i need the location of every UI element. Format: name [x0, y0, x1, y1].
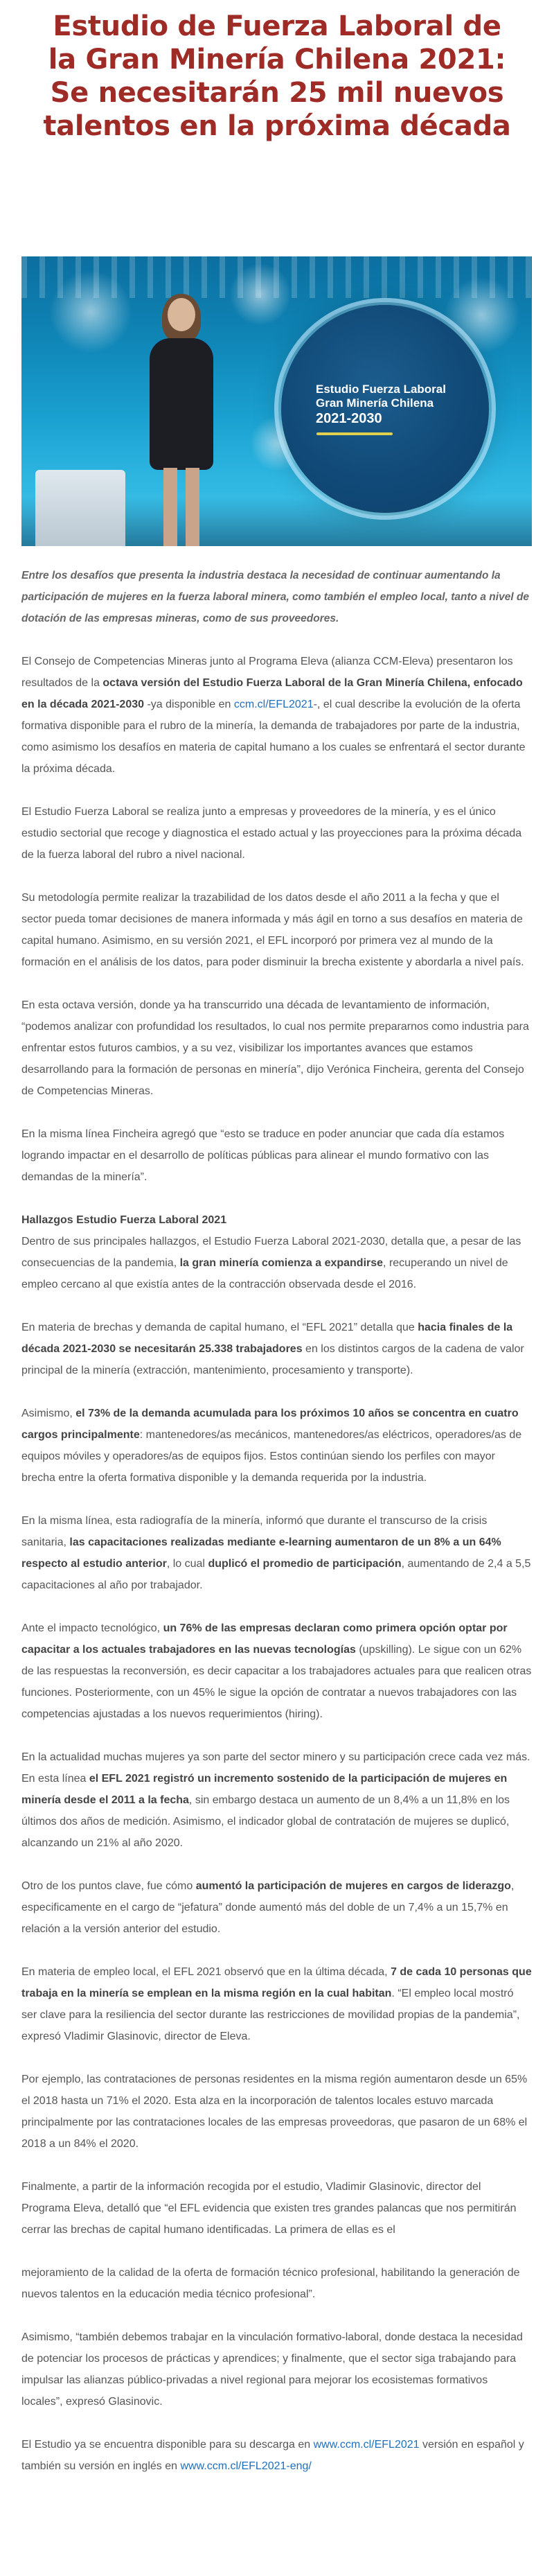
paragraph-15: Finalmente, a partir de la información recogida por el estudio, Vladimir Glasinovic, director del Programa Eleva, detalló que “el EFL evidencia que existen tres grandes palancas que nos permitirán cerrar las brechas de capital humano identificadas. La primera de ellas es el [21, 2181, 517, 2236]
paragraph-10: Ante el impacto tecnológico, un 76% de las empresas declaran como primera opción optar por capacitar a los actuales trabajadores en las nuevas tecnologías (upskilling). Le sigue con un 62% de las respuestas la reconversión, es decir capacitar a los trabajadores actuales para que realicen otras funciones. Posteriormente, con un 45% le sigue la opción de contratar a nuevos trabajadores con las competencias ajustadas a los nuevos requerimientos (hiring). [21, 1622, 532, 1720]
efl2021-english-link[interactable]: www.ccm.cl/EFL2021-eng/ [180, 2460, 312, 2472]
paragraph-5: En la misma línea Fincheira agregó que “esto se traduce en poder anunciar que cada día estamos logrando impactar en el desarrollo de políticas públicas para alinear el mundo formativo con las demandas de la minería”. [21, 1128, 505, 1183]
paragraph-14: Por ejemplo, las contrataciones de personas residentes en la misma región aumentaron desde un 65% el 2018 hasta un 71% el 2020. Esta alza en la incorporación de talentos locales estuvo marcada principalmente por las contrataciones locales de las empresas proveedoras, que pasaron de un 68% el 2018 a un 84% el 2020. [21, 2074, 528, 2150]
paragraph-11: En la actualidad muchas mujeres ya son parte del sector minero y su participación crece cada vez más. En esta línea el EFL 2021 registró un incremento sostenido de la participación de mujeres en minería desde el 2011 a la fecha, sin embargo destaca un aumento de un 8,4% a un 11,8% en los últimos dos años de medición. Asimismo, el indicador global de contratación de mujeres se duplicó, alcanzando un 21% al año 2020. [21, 1751, 530, 1849]
article-lead: Entre los desafíos que presenta la industria destaca la necesidad de continuar aumentando la participación de mujeres en la fuerza laboral minera, como también el empleo local, tanto a nivel de dotación de las empresas mineras, como de sus proveedores. [21, 570, 530, 624]
logo-line-1: Estudio Fuerza Laboral [316, 383, 446, 396]
podium [35, 470, 125, 546]
section-title: Hallazgos Estudio Fuerza Laboral 2021 [21, 1214, 227, 1226]
event-logo [281, 305, 489, 513]
paragraph-3: Su metodología permite realizar la trazabilidad de los datos desde el año 2011 a la fecha y que el sector pueda tomar decisiones de manera informada y más ágil en torno a sus desafíos en materia de capital humano. Asimismo, en su versión 2021, el EFL incorporó por primera vez al mundo de la formación en el análisis de los datos, para poder disminuir la brecha existente y abordarla a nivel país. [21, 892, 524, 968]
paragraph-8: Asimismo, el 73% de la demanda acumulada para los próximos 10 años se concentra en cuatro cargos principalmente: mantenedores/as mecánicos, mantenedores/as eléctricos, operadores/as de equipos móviles y operadores/as de equipos fijos. Estos continúan siendo los perfiles con mayor brecha entre la oferta formativa disponible y la demanda requerida por la industria. [21, 1408, 522, 1484]
logo-line-3: 2021-2030 [316, 411, 382, 426]
paragraph-6: Dentro de sus principales hallazgos, el Estudio Fuerza Laboral 2021-2030, detalla que, a pesar de las consecuencias de la pandemia, la gran minería comienza a expandirse, recuperando un nivel de empleo cercano al que existía antes de la contracción observada desde el 2016. [21, 1236, 521, 1290]
paragraph-2: El Estudio Fuerza Laboral se realiza junto a empresas y proveedores de la minería, y es el único estudio sectorial que recoge y diagnostica el estado actual y las proyecciones para la próxima década de la fuerza laboral del rubro a nivel nacional. [21, 806, 522, 861]
paragraph-13: En materia de empleo local, el EFL 2021 observó que en la última década, 7 de cada 10 personas que trabaja en la minería se emplean en la misma región en la cual habitan. “El empleo local mostró ser clave para la resiliencia del sector durante las restricciones de movilidad propias de la pandemia”, expresó Vladimir Glasinovic, director de Eleva. [21, 1966, 532, 2042]
article-page [0, 10, 554, 2472]
logo-line-2: Gran Minería Chilena [316, 396, 434, 410]
speaker-figure [143, 298, 219, 546]
paragraph-1: El Consejo de Competencias Mineras junto al Programa Eleva (alianza CCM-Eleva) presentaron los resultados de la octava versión del Estudio Fuerza Laboral de la Gran Minería Chilena, enfocado en la década 2021-2030 -ya disponible en ccm.cl/EFL2021-, el cual describe la evolución de la oferta formativa disponible para el rubro de la minería, la demanda de trabajadores por parte de la industria, como asimismo los desafíos en materia de capital humano a los cuales se enfrentará el sector durante la próxima década. [21, 656, 526, 775]
paragraph-4: En esta octava versión, donde ya ha transcurrido una década de levantamiento de información, “podemos analizar con profundidad los resultados, lo cual nos permite prepararnos como industria para enfrentar estos futuros cambios, y a su vez, visibilizar los importantes avances que estamos desarrollando para la formación de personas en minería”, dijo Verónica Fincheira, gerenta del Consejo de Competencias Mineras. [21, 999, 529, 1097]
efl2021-download-link[interactable]: www.ccm.cl/EFL2021 [313, 2439, 420, 2451]
hero-image [21, 256, 532, 546]
paragraph-18: El Estudio ya se encuentra disponible para su descarga en www.ccm.cl/EFL2021 versión en español y también su versión en inglés en www.ccm.cl/EFL2021-eng/ [21, 2439, 524, 2472]
paragraph-9: En la misma línea, esta radiografía de la minería, informó que durante el transcurso de la crisis sanitaria, las capacitaciones realizadas mediante e-learning aumentaron de un 8% a un 64% respecto al estudio anterior, lo cual duplicó el promedio de participación, aumentando de 2,4 a 5,5 capacitaciones al año por trabajador. [21, 1515, 531, 1591]
paragraph-16: mejoramiento de la calidad de la oferta de formación técnico profesional, habilitando la generación de nuevos talentos en la educación media técnico profesional”. [21, 2267, 520, 2300]
paragraph-7: En materia de brechas y demanda de capital humano, el “EFL 2021” detalla que hacia finales de la década 2021-2030 se necesitarán 25.338 trabajadores en los distintos cargos de la cadena de valor principal de la minería (extracción, mantenimiento, procesamiento y transporte). [21, 1322, 524, 1376]
paragraph-12: Otro de los puntos clave, fue cómo aumentó la participación de mujeres en cargos de liderazgo, especificamente en el cargo de “jefatura” donde aumentó más del doble de un 7,4% a un 15,7% en relación a la versión anterior del estudio. [21, 1880, 515, 1935]
article-body [21, 565, 532, 2477]
paragraph-17: Asimismo, “también debemos trabajar en la vinculación formativo-laboral, donde destaca la necesidad de potenciar los procesos de prácticas y aprendices; y finalmente, que el sector siga trabajando para impulsar las alianzas público-privadas a nivel regional para mejorar los ecosistemas formativos locales”, expresó Glasinovic. [21, 2331, 523, 2408]
efl2021-link[interactable]: ccm.cl/EFL2021 [233, 699, 314, 710]
article-title: Estudio de Fuerza Laboral de la Gran Minería Chilena 2021: Se necesitarán 25 mil nuevos talentos en la próxima década [43, 10, 511, 142]
